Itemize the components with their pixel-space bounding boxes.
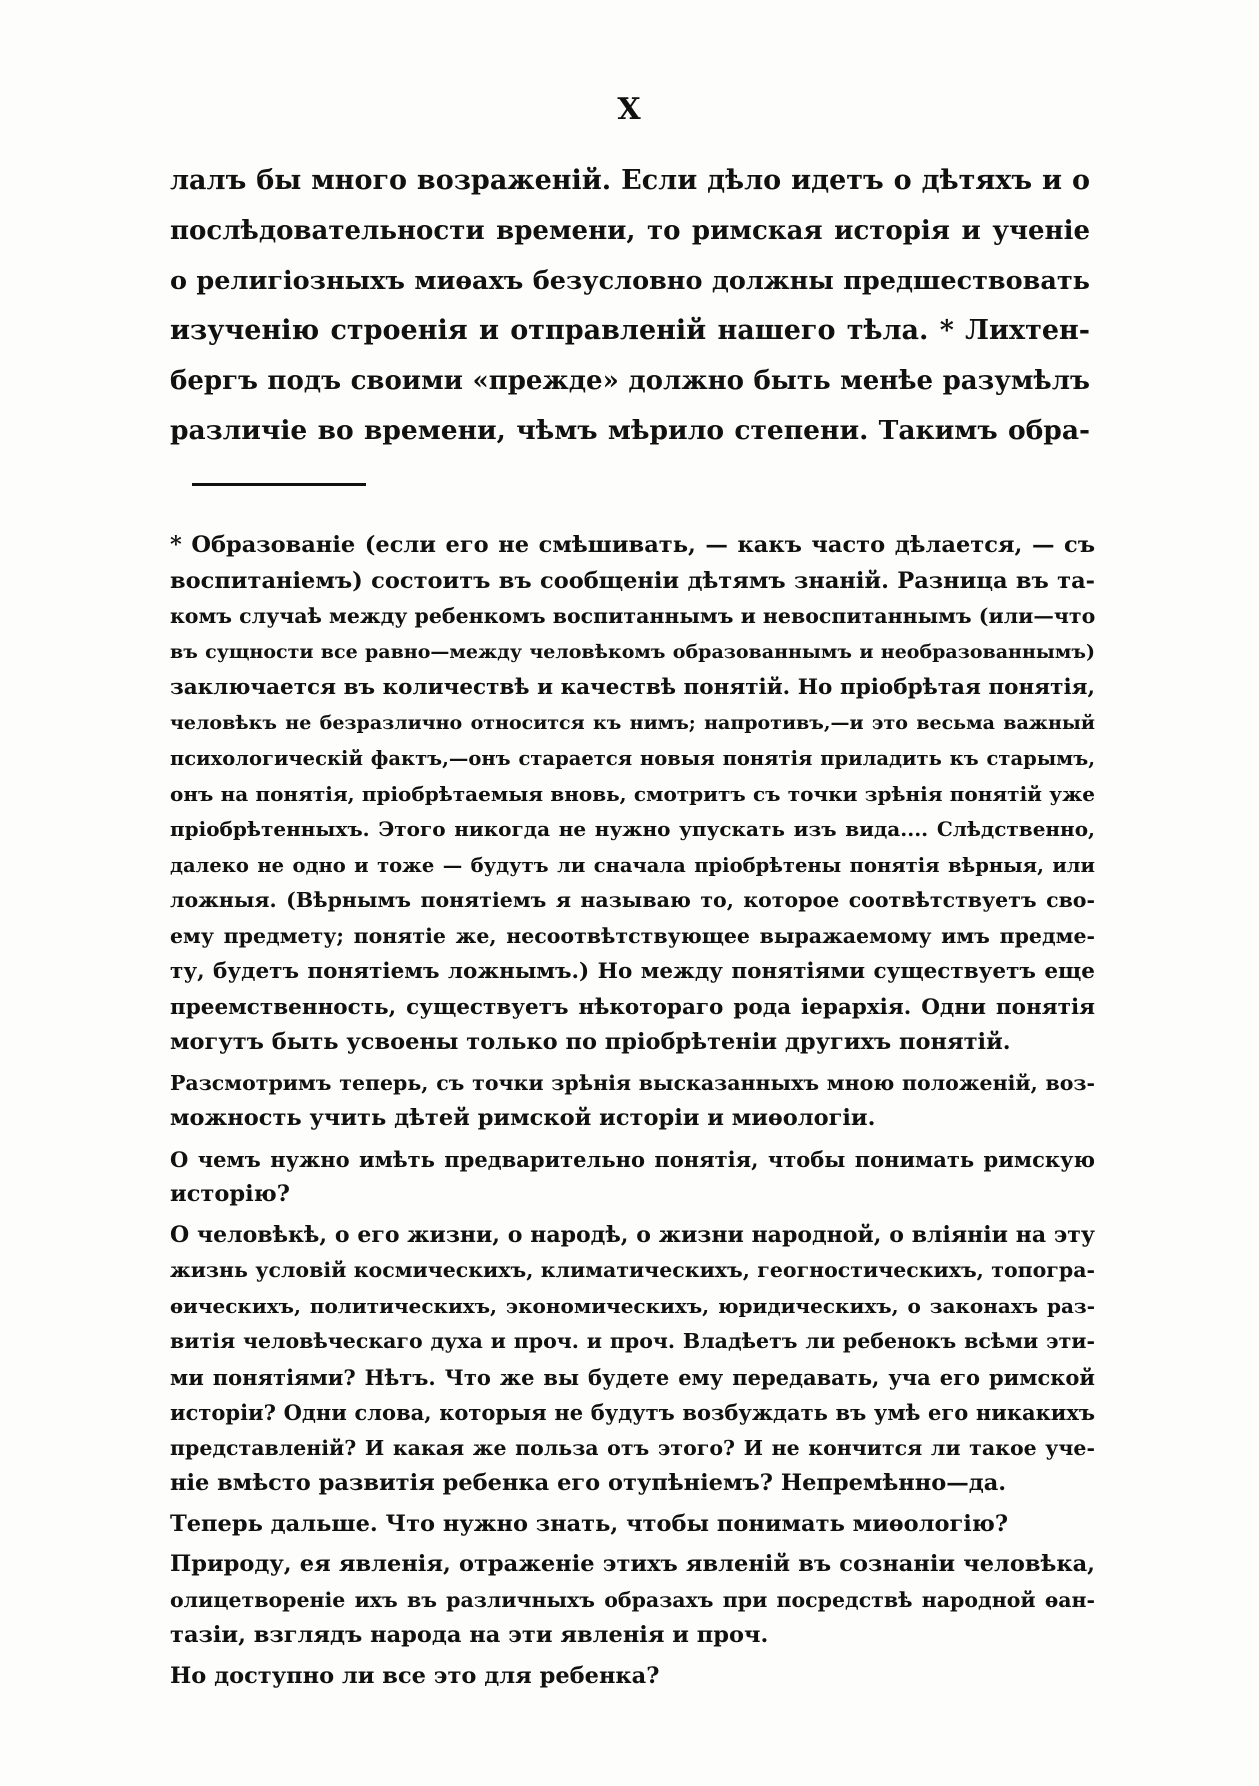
footnote-line: пріобрѣтенныхъ. Этого никогда не нужно упускать изъ вида.... Слѣдственно,	[170, 817, 1095, 841]
footnote-paragraph	[170, 1659, 1095, 1695]
main-text-line: изученію строенія и отправленій нашего тѣла. * Лихтен-	[170, 315, 1090, 346]
footnote-paragraph	[170, 1142, 1095, 1213]
footnote-line: О человѣкѣ, о его жизни, о народѣ, о жизни народной, о вліяніи на эту	[170, 1221, 1095, 1248]
footnote-line: жизнь условій космическихъ, климатическихъ, геогностическихъ, топогра-	[170, 1258, 1095, 1282]
footnote-line: Разсмотримъ теперь, съ точки зрѣнія высказанныхъ мною положеній, воз-	[170, 1070, 1095, 1095]
footnote-line: Теперь дальше. Что нужно знать, чтобы понимать миѳологію?	[170, 1510, 1009, 1537]
footnote-line: ту, будетъ понятіемъ ложнымъ.) Но между понятіями существуетъ еще	[170, 959, 1095, 984]
footnote-line: комъ случаѣ между ребенкомъ воспитаннымъ и невоспитаннымъ (или—что	[170, 604, 1096, 628]
footnote-paragraph	[170, 1066, 1095, 1137]
footnote-line: ѳическихъ, политическихъ, экономическихъ, юридическихъ, о законахъ раз-	[170, 1293, 1095, 1318]
footnote-paragraph	[170, 1547, 1095, 1654]
footnote-line: исторіи? Одни слова, которыя не будутъ возбуждать въ умѣ его никакихъ	[170, 1400, 1095, 1425]
footnote-line: можность учить дѣтей римской исторіи и миѳологіи.	[170, 1105, 876, 1131]
footnote-line: ми понятіями? Нѣтъ. Что же вы будете ему передавать, уча его римской	[170, 1364, 1095, 1390]
footnote-line: заключается въ количествѣ и качествѣ понятій. Но пріобрѣтая понятія,	[170, 675, 1095, 700]
footnote-line: Но доступно ли все это для ребенка?	[170, 1662, 660, 1689]
footnote-line: тазіи, взглядъ народа на эти явленія и проч.	[170, 1622, 769, 1648]
footnote-line: далеко не одно и тоже — будутъ ли сначала пріобрѣтены понятія вѣрныя, или	[170, 853, 1095, 877]
footnote-paragraph	[170, 1218, 1095, 1502]
footnote-block	[170, 528, 1095, 1694]
footnote-line: представленій? И какая же польза отъ этого? И не кончится ли такое уче-	[170, 1435, 1095, 1460]
footnote-line: О чемъ нужно имѣть предварительно понятія, чтобы понимать римскую	[170, 1146, 1095, 1172]
footnote-line: исторію?	[170, 1181, 290, 1207]
footnote-line: могутъ быть усвоены только по пріобрѣтеніи другихъ понятій.	[170, 1029, 1011, 1055]
footnote-line: ніе вмѣсто развитія ребенка его отупѣніемъ? Непремѣнно—да.	[170, 1470, 1007, 1496]
footnote-line: олицетвореніе ихъ въ различныхъ образахъ при посредствѣ народной ѳан-	[170, 1587, 1095, 1612]
footnote-line: ложныя. (Вѣрнымъ понятіемъ я называю то, которое соотвѣтствуетъ сво-	[170, 888, 1095, 912]
main-text-line: лалъ бы много возраженій. Если дѣло идетъ о дѣтяхъ и о	[170, 165, 1090, 196]
footnote-paragraph	[170, 1507, 1095, 1543]
main-text-line: бергъ подъ своими «прежде» должно быть менѣе разумѣлъ	[170, 366, 1090, 396]
main-text-block	[170, 156, 1090, 456]
footnote-line: витія человѣческаго духа и проч. и проч. Владѣетъ ли ребенокъ всѣми эти-	[170, 1329, 1095, 1353]
main-text-line: о религіозныхъ миѳахъ безусловно должны предшествовать	[170, 266, 1090, 296]
footnote-line: Природу, ея явленія, отраженіе этихъ явленій въ сознаніи человѣка,	[170, 1551, 1095, 1577]
main-text-line: послѣдовательности времени, то римская исторія и ученіе	[170, 216, 1090, 246]
page-number: X	[617, 92, 642, 127]
footnote-line: воспитаніемъ) состоитъ въ сообщеніи дѣтямъ знаній. Разница въ та-	[170, 567, 1095, 594]
footnote-line: ему предмету; понятіе же, несоотвѣтствующее выражаемому имъ предме-	[170, 923, 1095, 948]
footnote-line: онъ на понятія, пріобрѣтаемыя вновь, смотритъ съ точки зрѣнія понятій уже	[170, 781, 1095, 806]
main-text-line: различіе во времени, чѣмъ мѣрило степени. Такимъ обра-	[170, 415, 1090, 446]
footnote-separator-rule	[192, 483, 366, 486]
footnote-line: въ сущности все равно—между человѣкомъ образованнымъ и необразованнымъ)	[170, 640, 1095, 663]
footnote-paragraph	[170, 528, 1095, 1061]
footnote-line: * Образованіе (если его не смѣшивать, — какъ часто дѣлается, — съ	[170, 532, 1095, 558]
footnote-line: человѣкъ не безразлично относится къ нимъ; напротивъ,—и это весьма важный	[170, 711, 1095, 734]
footnote-line: психологическій фактъ,—онъ старается новыя понятія приладить къ старымъ,	[170, 747, 1095, 770]
footnote-line: преемственность, существуетъ нѣкотораго рода іерархія. Одни понятія	[170, 994, 1095, 1020]
